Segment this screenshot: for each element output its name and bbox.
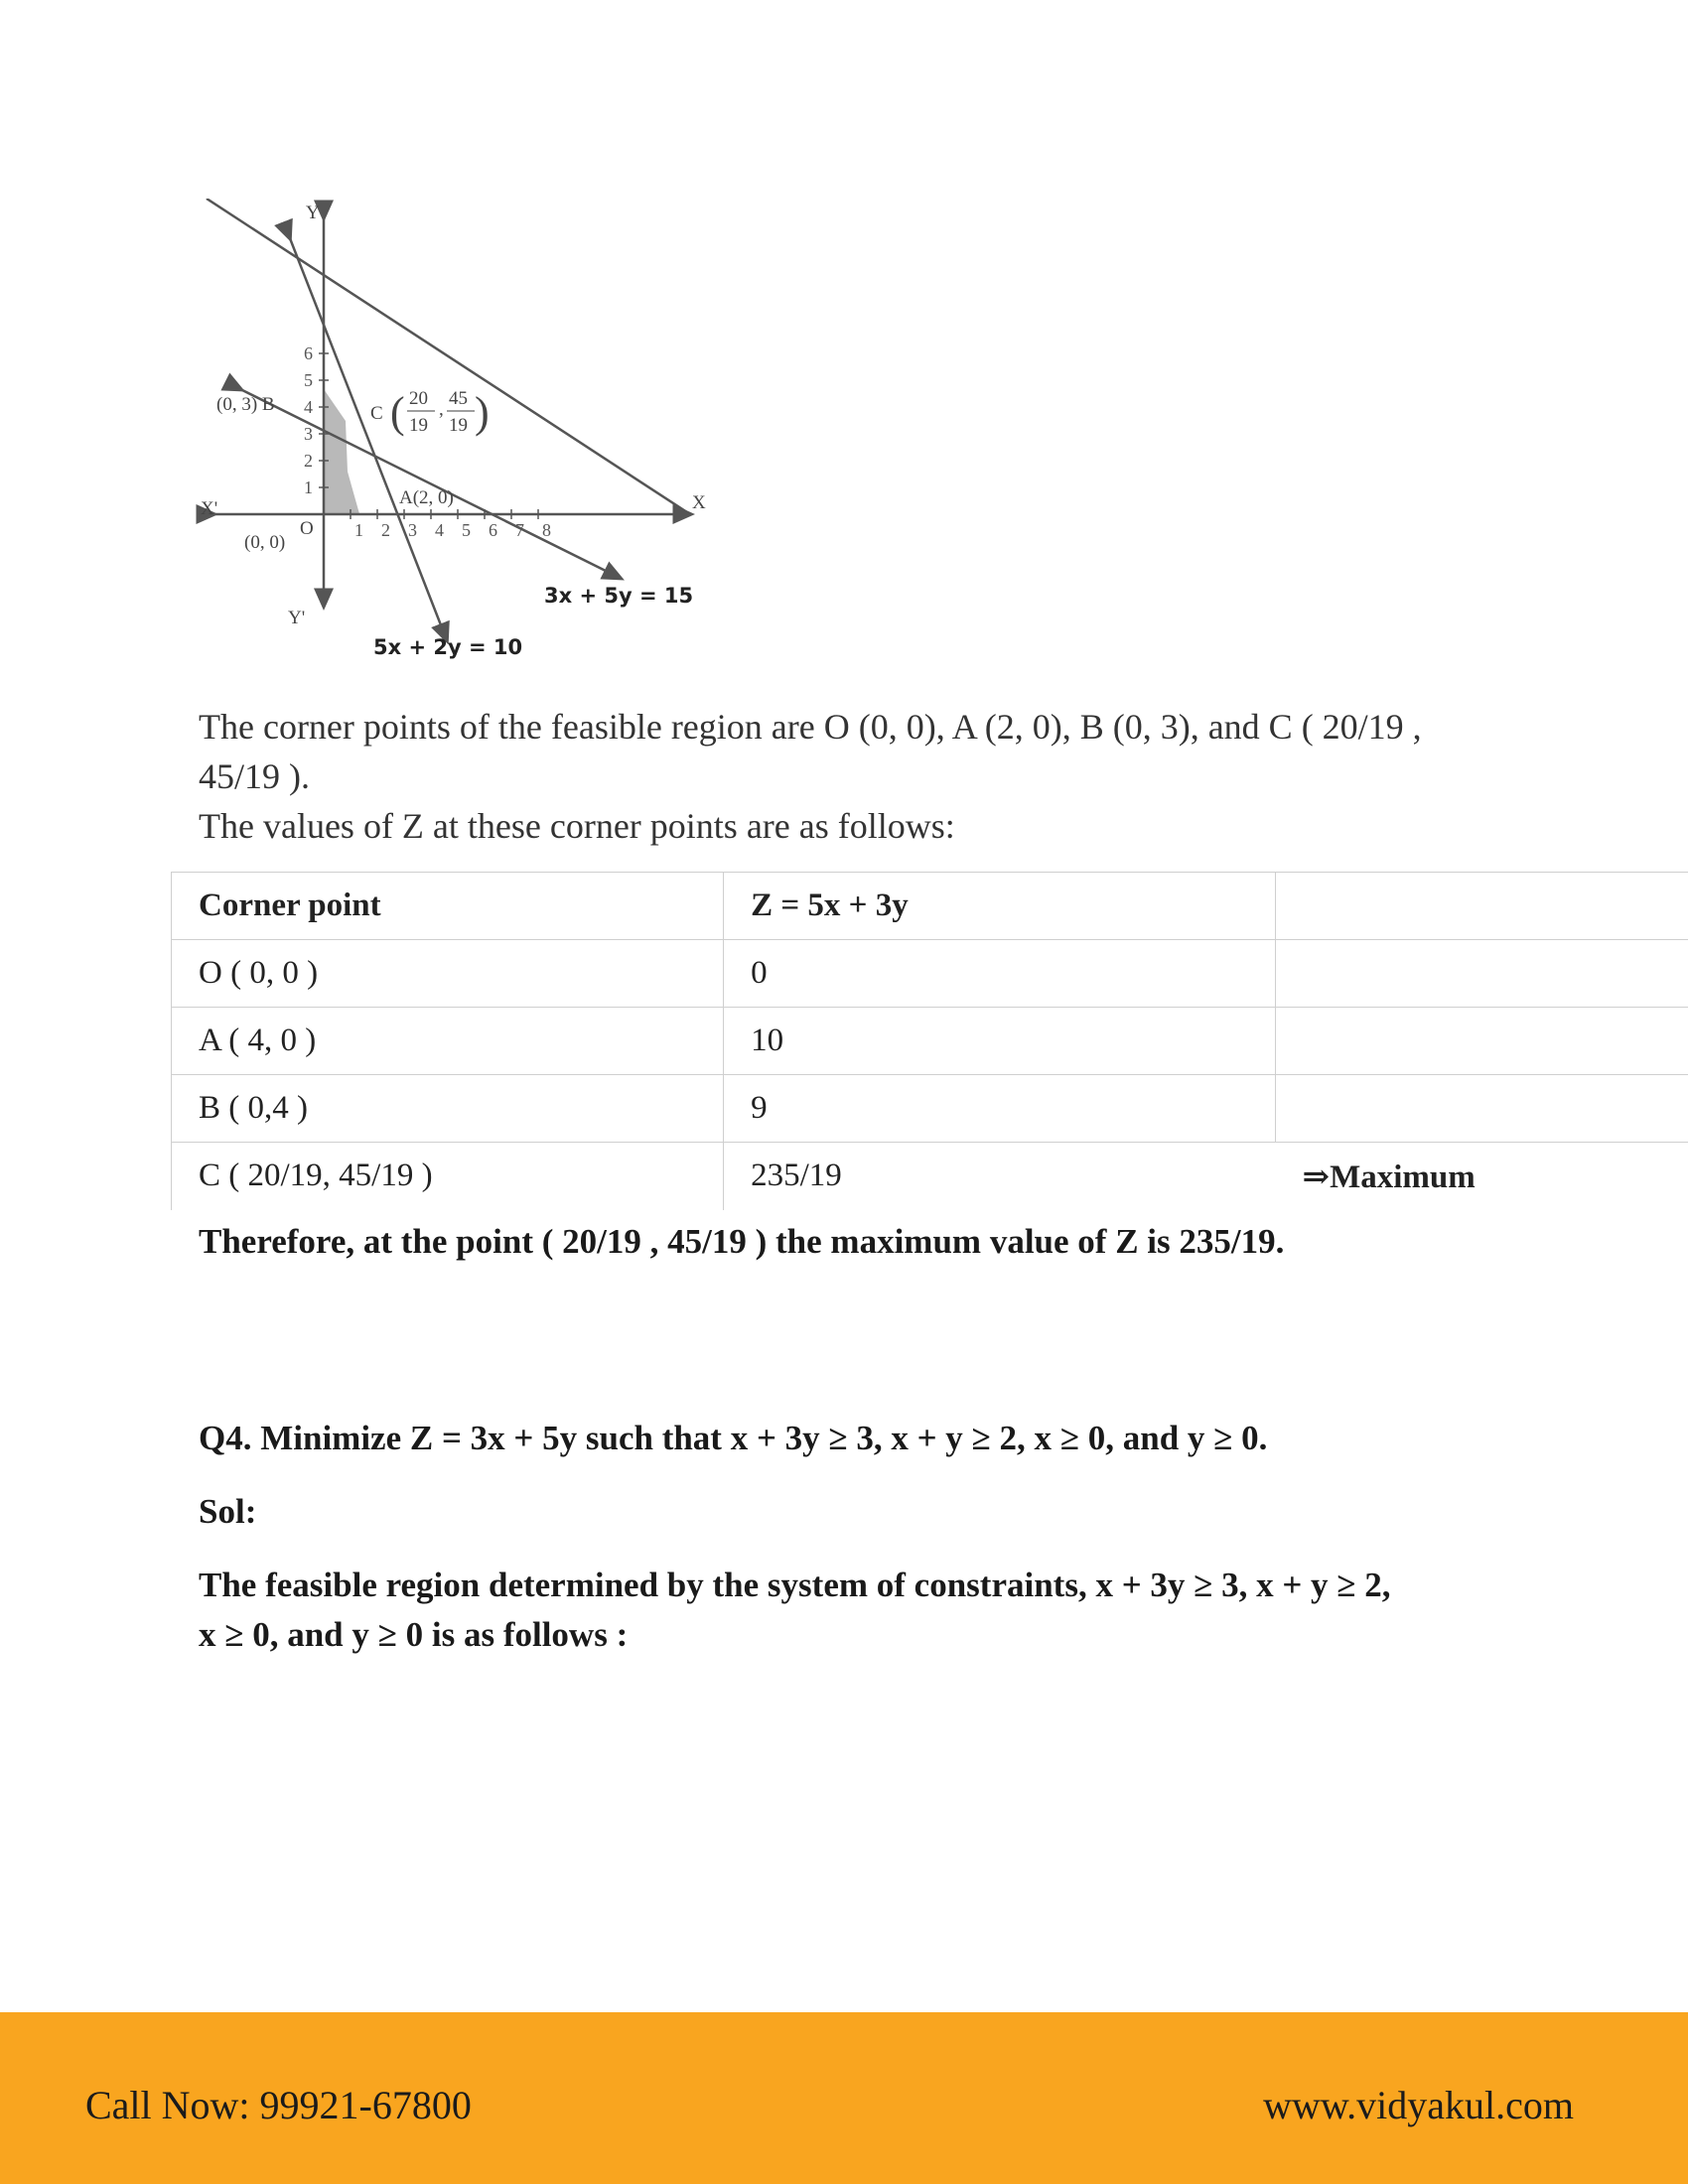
lp-graph	[189, 199, 725, 665]
q4-text-line-1: The feasible region determined by the system of constraints, x + 3y ≥ 3, x + y ≥ 2,	[199, 1566, 1391, 1604]
table-cell: ⇒Maximum	[1275, 1143, 1688, 1210]
x-axis-label: X	[692, 492, 706, 513]
table-cell	[1275, 1075, 1688, 1143]
graph-svg	[189, 199, 725, 665]
website-link[interactable]: www.vidyakul.com	[1263, 2083, 1574, 2127]
table-cell: B ( 0,4 )	[172, 1075, 724, 1143]
footer-bar	[0, 2012, 1688, 2184]
x-tick-label: 8	[542, 520, 551, 540]
table-cell: A ( 4, 0 )	[172, 1008, 724, 1075]
corner-point-table	[171, 872, 1688, 1210]
line1-equation: 3x + 5y = 15	[544, 584, 694, 608]
conclusion: Therefore, at the point ( 20/19 , 45/19 ) the maximum value of Z is 235/19.	[199, 1222, 1285, 1261]
y-tick-label: 5	[304, 370, 313, 390]
q4-text-line-2: x ≥ 0, and y ≥ 0 is as follows :	[199, 1615, 629, 1654]
intro-line-1: The corner points of the feasible region are O (0, 0), A (2, 0), B (0, 3), and C ( 20/19 ,	[199, 707, 1422, 747]
c-den-y: 19	[449, 415, 468, 436]
table-cell: C ( 20/19, 45/19 )	[172, 1143, 724, 1210]
origin-label: O	[300, 518, 314, 539]
q4-sol-label: Sol:	[199, 1492, 257, 1531]
point-c-fraction	[390, 388, 490, 437]
table-row	[172, 940, 1688, 1008]
y-tick-label: 2	[304, 451, 313, 471]
x-tick-label: 5	[462, 520, 471, 540]
table-row	[172, 1143, 1688, 1210]
point-a-label: A(2, 0)	[399, 487, 454, 508]
table-row	[172, 1008, 1688, 1075]
x-tick-label: 2	[381, 520, 390, 540]
q4-question: Q4. Minimize Z = 3x + 5y such that x + 3y ≥ 3, x + y ≥ 2, x ≥ 0, and y ≥ 0.	[199, 1419, 1268, 1457]
svg-text:): )	[475, 388, 490, 437]
table-cell	[1275, 873, 1688, 940]
point-c-label: C	[370, 403, 383, 424]
x-tick-label: 4	[435, 520, 444, 540]
y-tick-label: 4	[304, 397, 313, 417]
table-header-row	[172, 873, 1688, 940]
x-tick-label: 7	[515, 520, 524, 540]
c-num-x: 20	[409, 388, 428, 409]
call-now-text: Call Now: 99921-67800	[85, 2083, 472, 2127]
svg-text:(: (	[390, 388, 405, 437]
c-num-y: 45	[449, 388, 468, 409]
x-tick-label: 6	[489, 520, 497, 540]
table-row	[172, 1075, 1688, 1143]
x-neg-label: X'	[201, 498, 218, 519]
table-cell: 10	[724, 1008, 1276, 1075]
intro-line-2: 45/19 ).	[199, 756, 310, 796]
y-tick-label: 1	[304, 478, 313, 497]
line2-equation: 5x + 2y = 10	[373, 635, 523, 659]
y-axis-label: Y	[306, 203, 320, 223]
origin-coord: (0, 0)	[244, 532, 286, 553]
table-cell: 0	[724, 940, 1276, 1008]
y-tick-label: 3	[304, 424, 313, 444]
table-cell	[1275, 1008, 1688, 1075]
y-tick-label: 6	[304, 343, 313, 363]
table-cell	[1275, 940, 1688, 1008]
x-tick-label: 1	[354, 520, 363, 540]
table-cell: 235/19	[724, 1143, 1276, 1210]
x-axis	[207, 199, 690, 514]
x-tick-label: 3	[408, 520, 417, 540]
feasible-region-fill	[324, 389, 359, 514]
point-b-label: (0, 3) B	[216, 394, 275, 415]
intro-line-3: The values of Z at these corner points are as follows:	[199, 806, 955, 846]
c-den-x: 19	[409, 415, 428, 436]
table-cell: 9	[724, 1075, 1276, 1143]
y-neg-label: Y'	[288, 608, 306, 628]
table-cell: Corner point	[172, 873, 724, 940]
table-cell: Z = 5x + 3y	[724, 873, 1276, 940]
table-cell: O ( 0, 0 )	[172, 940, 724, 1008]
svg-text:,: ,	[439, 399, 444, 420]
